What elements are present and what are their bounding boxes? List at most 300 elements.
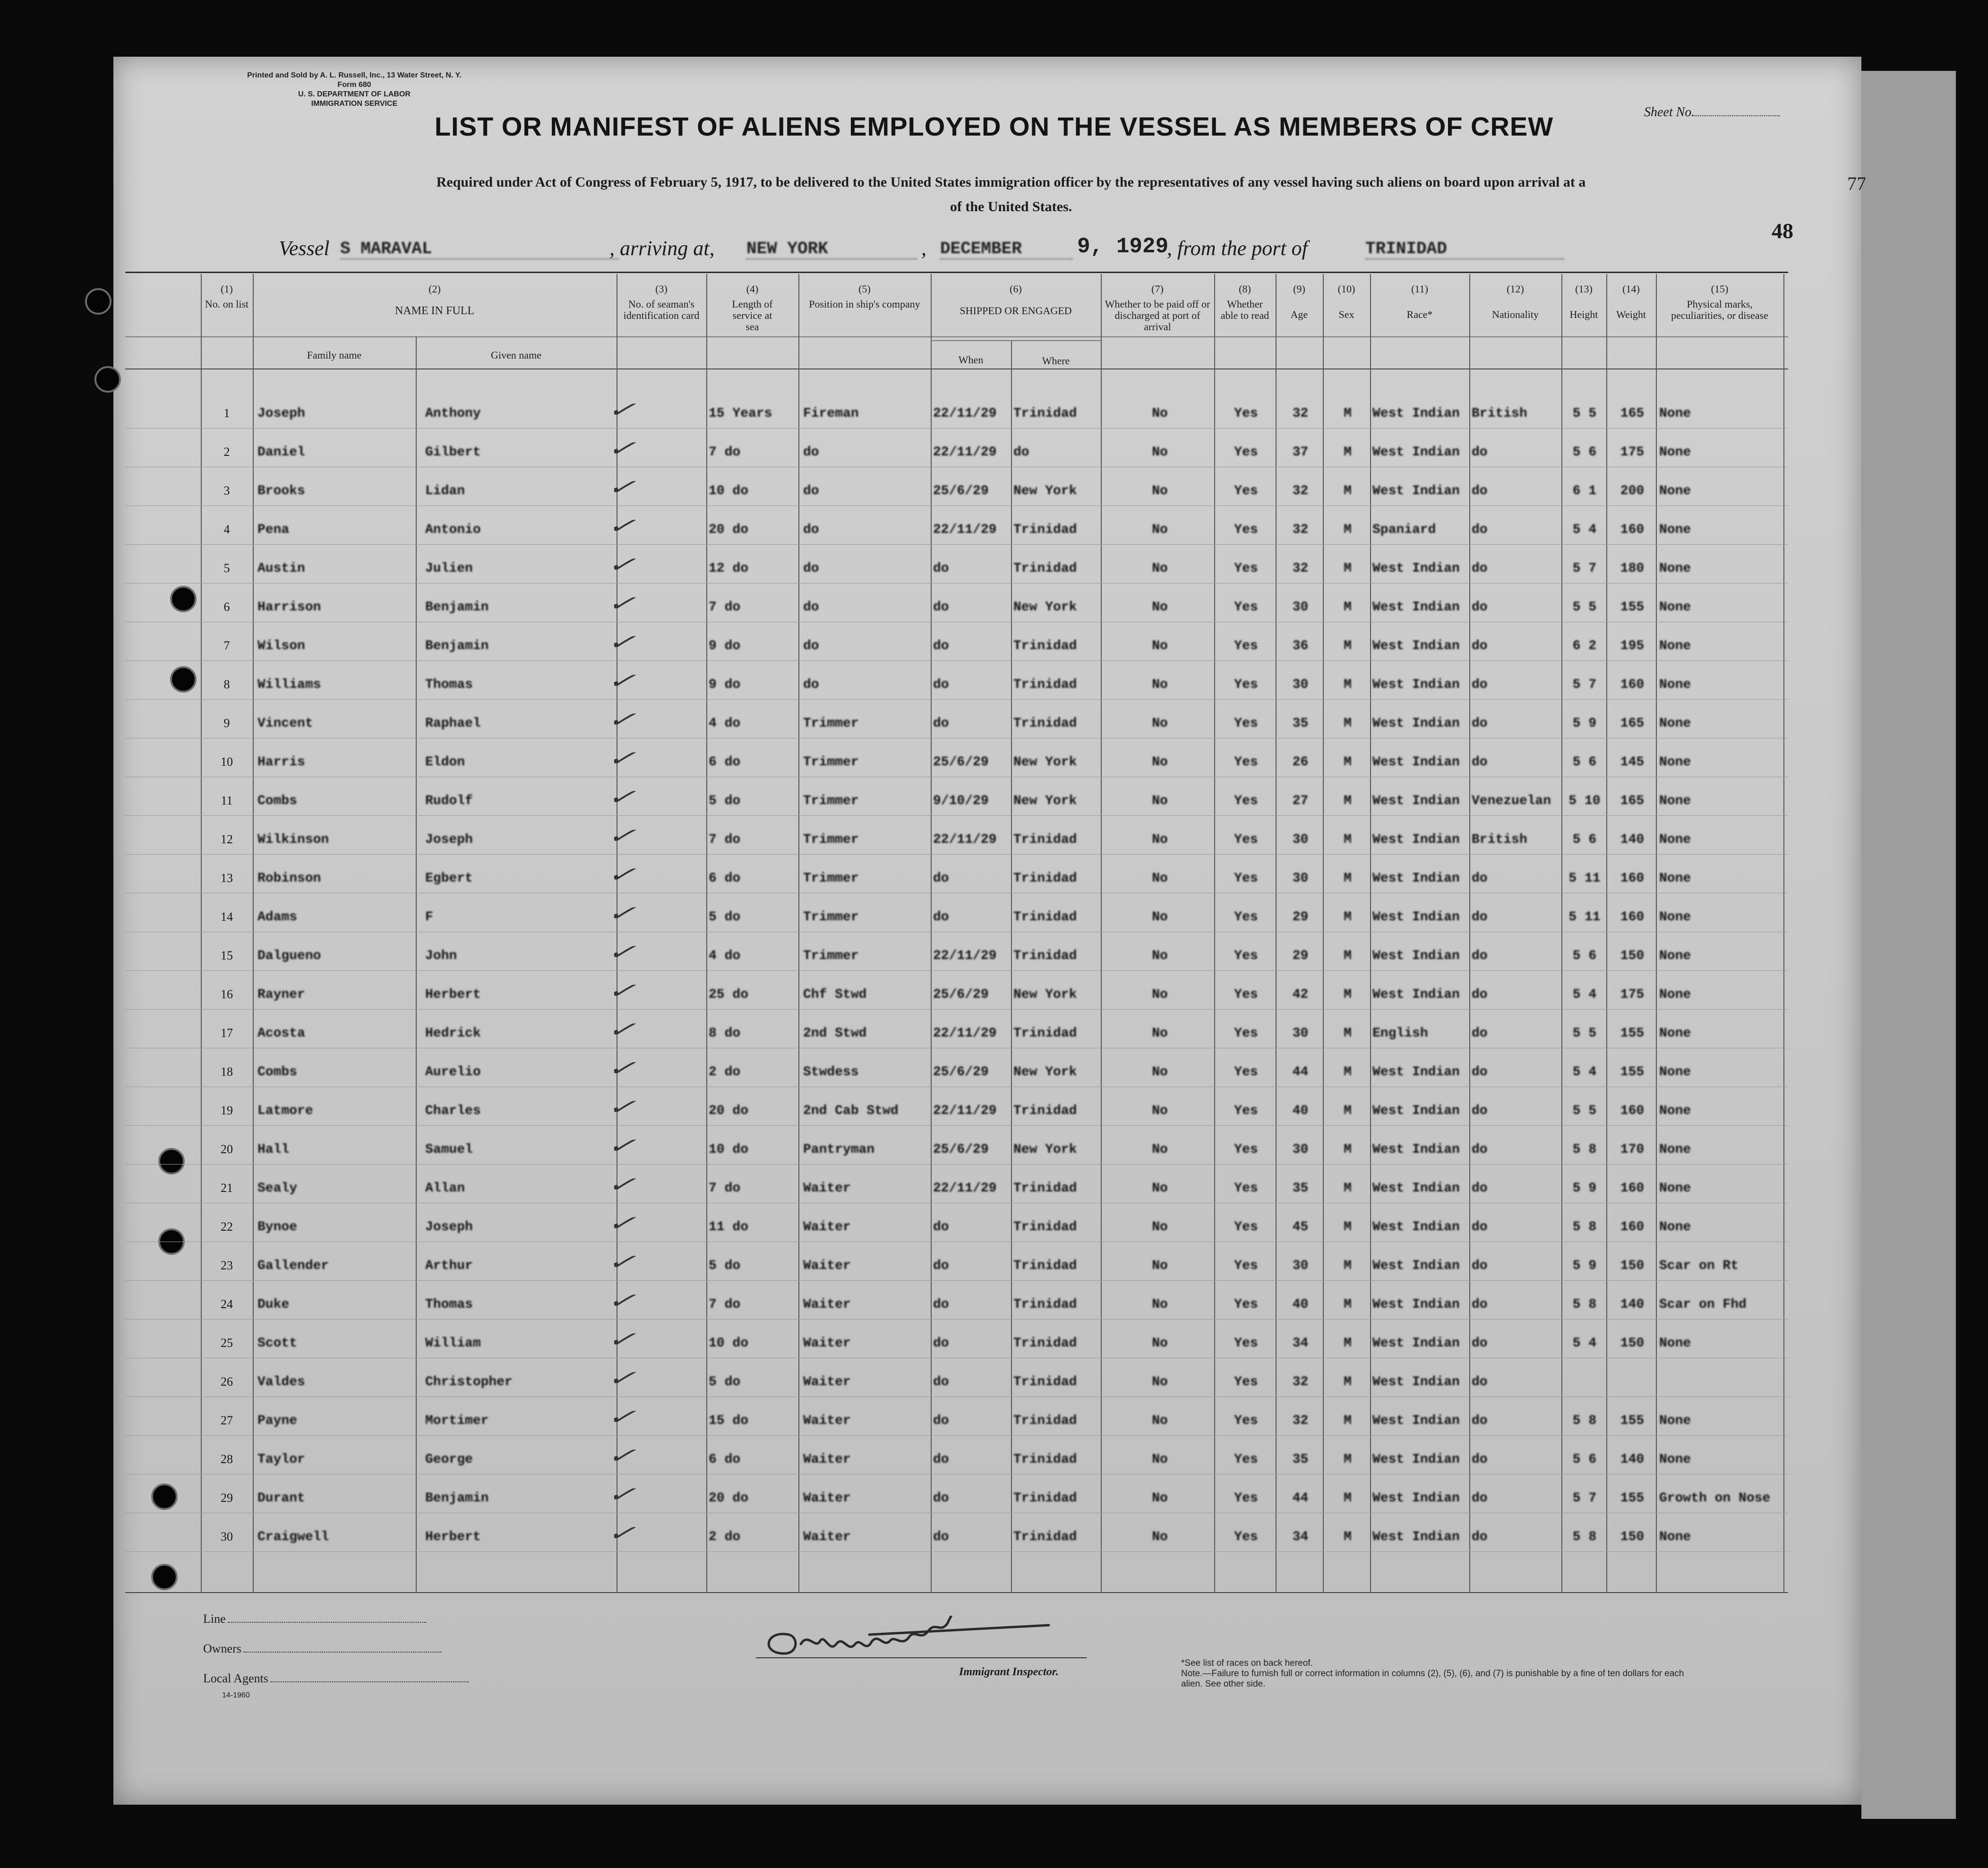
nationality: do bbox=[1472, 1530, 1488, 1544]
row-rule bbox=[125, 1435, 1788, 1436]
position: do bbox=[803, 639, 819, 653]
sex: M bbox=[1344, 949, 1352, 963]
row-number: 5 bbox=[223, 561, 230, 575]
family-name: Brooks bbox=[257, 484, 305, 498]
shipped-when: do bbox=[933, 1414, 949, 1428]
sex: M bbox=[1344, 794, 1352, 808]
race: West Indian bbox=[1372, 832, 1460, 847]
paid-off: No bbox=[1152, 1491, 1168, 1506]
height: 5 5 bbox=[1572, 1026, 1597, 1041]
weight: 165 bbox=[1620, 794, 1645, 808]
given-name: Egbert bbox=[425, 871, 473, 886]
weight: 160 bbox=[1620, 1181, 1645, 1196]
col13-label: Height bbox=[1569, 308, 1598, 320]
nationality: do bbox=[1472, 1065, 1488, 1080]
sex: M bbox=[1344, 1026, 1352, 1041]
height: 5 7 bbox=[1572, 1491, 1597, 1506]
shipped-when: do bbox=[933, 677, 949, 692]
nationality: do bbox=[1472, 1452, 1488, 1467]
penalty-note: Note.—Failure to furnish full or correct information in columns (2), (5), (6), and (7) is punishable by a fine of ten dollars for each alien. See other side. bbox=[1181, 1669, 1684, 1689]
check-mark: ✓ bbox=[604, 591, 645, 616]
position: do bbox=[803, 600, 819, 615]
col-rule bbox=[1561, 274, 1562, 1592]
shipped-when: do bbox=[933, 716, 949, 731]
weight: 195 bbox=[1620, 639, 1645, 653]
position: Trimmer bbox=[803, 716, 859, 731]
check-mark: ✓ bbox=[604, 1095, 645, 1119]
nationality: do bbox=[1472, 1297, 1488, 1312]
age: 35 bbox=[1292, 1452, 1309, 1467]
able-to-read: Yes bbox=[1234, 1336, 1258, 1351]
race: West Indian bbox=[1372, 1297, 1460, 1312]
row-rule bbox=[125, 544, 1788, 545]
given-name: Benjamin bbox=[425, 600, 489, 615]
shipped-where: New York bbox=[1013, 1065, 1077, 1080]
age: 30 bbox=[1292, 1026, 1309, 1041]
height: 5 10 bbox=[1568, 794, 1601, 808]
col1-label: No. on list bbox=[205, 298, 249, 310]
shipped-where: Trinidad bbox=[1013, 910, 1077, 925]
weight: 150 bbox=[1620, 1530, 1645, 1544]
row-rule bbox=[125, 1551, 1788, 1552]
family-name: Daniel bbox=[257, 445, 305, 460]
age: 30 bbox=[1292, 600, 1309, 615]
able-to-read: Yes bbox=[1234, 1181, 1258, 1196]
paid-off: No bbox=[1152, 716, 1168, 731]
shipped-where: Trinidad bbox=[1013, 561, 1077, 576]
age: 32 bbox=[1292, 523, 1309, 537]
row-number: 27 bbox=[221, 1414, 233, 1427]
col-rule bbox=[1606, 274, 1607, 1592]
position: 2nd Cab Stwd bbox=[803, 1104, 899, 1118]
paid-off: No bbox=[1152, 600, 1168, 615]
margin-number: 77 bbox=[1847, 173, 1866, 194]
row-number: 18 bbox=[221, 1065, 233, 1079]
row-number: 14 bbox=[221, 910, 233, 924]
paid-off: No bbox=[1152, 832, 1168, 847]
given-name: Herbert bbox=[425, 1530, 481, 1544]
paid-off: No bbox=[1152, 755, 1168, 770]
inspector-signature bbox=[756, 1616, 1134, 1663]
sex: M bbox=[1344, 987, 1352, 1002]
col4-label: Length of service at sea bbox=[732, 298, 773, 333]
sex: M bbox=[1344, 1181, 1352, 1196]
col-rule bbox=[1276, 274, 1277, 1592]
shipped-where: Trinidad bbox=[1013, 832, 1077, 847]
col-rule bbox=[1101, 274, 1102, 1592]
sex: M bbox=[1344, 406, 1352, 421]
height: 5 9 bbox=[1572, 716, 1597, 731]
line-field bbox=[203, 1612, 426, 1626]
paid-off: No bbox=[1152, 406, 1168, 421]
paid-off: No bbox=[1152, 1259, 1168, 1273]
able-to-read: Yes bbox=[1234, 987, 1258, 1002]
given-name: Herbert bbox=[425, 987, 481, 1002]
nationality: do bbox=[1472, 1220, 1488, 1234]
family-name: Robinson bbox=[257, 871, 321, 886]
height: 5 6 bbox=[1572, 1452, 1597, 1467]
col14-header bbox=[1606, 283, 1656, 320]
document-title: LIST OR MANIFEST OF ALIENS EMPLOYED ON THE VESSEL AS MEMBERS OF CREW bbox=[434, 111, 1554, 141]
weight: 165 bbox=[1620, 406, 1645, 421]
given-name: Lidan bbox=[425, 484, 465, 498]
shipped-where: Trinidad bbox=[1013, 523, 1077, 537]
shipped-where: Trinidad bbox=[1013, 1414, 1077, 1428]
shipped-when: do bbox=[933, 561, 949, 576]
given-name: William bbox=[425, 1336, 481, 1351]
weight: 160 bbox=[1620, 523, 1645, 537]
paid-off: No bbox=[1152, 484, 1168, 498]
col-rule bbox=[1214, 274, 1215, 1592]
service-length: 15 do bbox=[709, 1414, 749, 1428]
given-name: Rudolf bbox=[425, 794, 473, 808]
col4-number: (4) bbox=[746, 283, 759, 295]
service-length: 25 do bbox=[709, 987, 749, 1002]
age: 32 bbox=[1292, 406, 1309, 421]
weight: 140 bbox=[1620, 1297, 1645, 1312]
given-name: George bbox=[425, 1452, 473, 1467]
col-rule bbox=[1469, 274, 1470, 1592]
nationality: do bbox=[1472, 600, 1488, 615]
row-number: 19 bbox=[221, 1104, 233, 1117]
service-length: 7 do bbox=[709, 1297, 741, 1312]
weight: 180 bbox=[1620, 561, 1645, 576]
given-name: Samuel bbox=[425, 1142, 473, 1157]
sex: M bbox=[1344, 445, 1352, 460]
family-name: Wilkinson bbox=[257, 832, 329, 847]
able-to-read: Yes bbox=[1234, 561, 1258, 576]
nationality: do bbox=[1472, 1259, 1488, 1273]
family-name: Rayner bbox=[257, 987, 305, 1002]
service-length: 5 do bbox=[709, 910, 741, 925]
check-mark: ✓ bbox=[604, 553, 645, 577]
able-to-read: Yes bbox=[1234, 1375, 1258, 1389]
race: West Indian bbox=[1372, 1104, 1460, 1118]
given-name: Anthony bbox=[425, 406, 481, 421]
age: 30 bbox=[1292, 1259, 1309, 1273]
sex: M bbox=[1344, 639, 1352, 653]
service-length: 6 do bbox=[709, 1452, 741, 1467]
check-mark: ✓ bbox=[604, 708, 645, 732]
row-rule bbox=[125, 1009, 1788, 1010]
nationality: do bbox=[1472, 523, 1488, 537]
able-to-read: Yes bbox=[1234, 1259, 1258, 1273]
check-mark: ✓ bbox=[604, 1134, 645, 1158]
shipped-where: New York bbox=[1013, 600, 1077, 615]
col8-label: Whether able to read bbox=[1220, 298, 1269, 321]
row-number: 11 bbox=[221, 794, 233, 807]
row-number: 10 bbox=[221, 755, 233, 769]
race: West Indian bbox=[1372, 987, 1460, 1002]
paid-off: No bbox=[1152, 1452, 1168, 1467]
row-number: 30 bbox=[221, 1530, 233, 1543]
race: West Indian bbox=[1372, 1375, 1460, 1389]
able-to-read: Yes bbox=[1234, 1491, 1258, 1506]
able-to-read: Yes bbox=[1234, 832, 1258, 847]
row-rule bbox=[125, 660, 1788, 661]
nationality: British bbox=[1472, 832, 1527, 847]
shipped-when: do bbox=[933, 1452, 949, 1467]
shipped-where: Trinidad bbox=[1013, 1104, 1077, 1118]
check-mark: ✓ bbox=[604, 630, 645, 654]
able-to-read: Yes bbox=[1234, 1220, 1258, 1234]
shipped-when: 25/6/29 bbox=[933, 484, 989, 498]
shipped-when: do bbox=[933, 1297, 949, 1312]
age: 30 bbox=[1292, 832, 1309, 847]
col12-header bbox=[1469, 283, 1561, 320]
race: West Indian bbox=[1372, 639, 1460, 653]
position: do bbox=[803, 677, 819, 692]
height: 5 8 bbox=[1572, 1530, 1597, 1544]
nationality: do bbox=[1472, 949, 1488, 963]
row-number: 12 bbox=[221, 832, 233, 846]
family-name: Hall bbox=[257, 1142, 290, 1157]
age: 32 bbox=[1292, 484, 1309, 498]
weight: 155 bbox=[1620, 1065, 1645, 1080]
age: 36 bbox=[1292, 639, 1309, 653]
physical-marks: None bbox=[1659, 1104, 1691, 1118]
row-number: 9 bbox=[223, 716, 230, 730]
check-mark: ✓ bbox=[604, 785, 645, 809]
nationality: do bbox=[1472, 484, 1488, 498]
given-name: Eldon bbox=[425, 755, 465, 770]
age: 26 bbox=[1292, 755, 1309, 770]
able-to-read: Yes bbox=[1234, 1452, 1258, 1467]
physical-marks: None bbox=[1659, 987, 1691, 1002]
sex: M bbox=[1344, 1065, 1352, 1080]
family-name: Combs bbox=[257, 794, 298, 808]
family-name: Gallender bbox=[257, 1259, 329, 1273]
position: Waiter bbox=[803, 1336, 851, 1351]
position: do bbox=[803, 445, 819, 460]
given-name: Benjamin bbox=[425, 639, 489, 653]
check-mark: ✓ bbox=[604, 1056, 645, 1080]
col13-number: (13) bbox=[1575, 283, 1593, 295]
col11-number: (11) bbox=[1411, 283, 1428, 295]
age: 30 bbox=[1292, 1142, 1309, 1157]
nationality: do bbox=[1472, 1104, 1488, 1118]
age: 40 bbox=[1292, 1104, 1309, 1118]
height: 5 7 bbox=[1572, 677, 1597, 692]
physical-marks: Scar on Fhd bbox=[1659, 1297, 1747, 1312]
shipped-where: Trinidad bbox=[1013, 1491, 1077, 1506]
service-length: 10 do bbox=[709, 484, 749, 498]
col9-label: Age bbox=[1290, 308, 1308, 320]
paid-off: No bbox=[1152, 1336, 1168, 1351]
height: 5 5 bbox=[1572, 600, 1597, 615]
physical-marks: Scar on Rt bbox=[1659, 1259, 1739, 1273]
age: 34 bbox=[1292, 1530, 1309, 1544]
col5-number: (5) bbox=[858, 283, 871, 295]
age: 40 bbox=[1292, 1297, 1309, 1312]
height: 5 4 bbox=[1572, 987, 1597, 1002]
service-length: 5 do bbox=[709, 794, 741, 808]
row-number: 22 bbox=[221, 1220, 233, 1234]
weight: 160 bbox=[1620, 677, 1645, 692]
paid-off: No bbox=[1152, 1026, 1168, 1041]
given-name: Raphael bbox=[425, 716, 481, 731]
sex: M bbox=[1344, 1375, 1352, 1389]
service-length: 4 do bbox=[709, 716, 741, 731]
check-mark: ✓ bbox=[604, 863, 645, 887]
col7-number: (7) bbox=[1151, 283, 1164, 295]
family-name: Vincent bbox=[257, 716, 313, 731]
col7-header bbox=[1101, 283, 1214, 333]
given-name: Thomas bbox=[425, 1297, 473, 1312]
paid-off: No bbox=[1152, 1065, 1168, 1080]
age: 35 bbox=[1292, 716, 1309, 731]
able-to-read: Yes bbox=[1234, 1104, 1258, 1118]
weight: 150 bbox=[1620, 1336, 1645, 1351]
family-name: Williams bbox=[257, 677, 321, 692]
able-to-read: Yes bbox=[1234, 871, 1258, 886]
family-name: Combs bbox=[257, 1065, 298, 1080]
col14-label: Weight bbox=[1616, 308, 1646, 320]
physical-marks: None bbox=[1659, 1530, 1691, 1544]
physical-marks: None bbox=[1659, 1142, 1691, 1157]
col11-header bbox=[1370, 283, 1469, 320]
paid-off: No bbox=[1152, 1375, 1168, 1389]
service-length: 4 do bbox=[709, 949, 741, 963]
given-name: Julien bbox=[425, 561, 473, 576]
weight: 175 bbox=[1620, 445, 1645, 460]
position: Trimmer bbox=[803, 910, 859, 925]
age: 32 bbox=[1292, 1375, 1309, 1389]
arrival-date-printed: DECEMBER bbox=[940, 239, 1072, 259]
height: 5 9 bbox=[1572, 1181, 1597, 1196]
able-to-read: Yes bbox=[1234, 1297, 1258, 1312]
col14-number: (14) bbox=[1622, 283, 1640, 295]
shipped-when: 25/6/29 bbox=[933, 1065, 989, 1080]
inspector-signature-line bbox=[756, 1657, 1087, 1658]
weight: 155 bbox=[1620, 1026, 1645, 1041]
service-length: 20 do bbox=[709, 1491, 749, 1506]
family-name: Acosta bbox=[257, 1026, 305, 1041]
physical-marks: None bbox=[1659, 949, 1691, 963]
col-rule bbox=[1656, 274, 1657, 1592]
race: West Indian bbox=[1372, 1530, 1460, 1544]
check-mark: ✓ bbox=[604, 1521, 645, 1545]
col9-number: (9) bbox=[1293, 283, 1305, 295]
local-agents-field bbox=[203, 1671, 469, 1686]
nationality: do bbox=[1472, 561, 1488, 576]
sex: M bbox=[1344, 523, 1352, 537]
physical-marks: None bbox=[1659, 677, 1691, 692]
position: Waiter bbox=[803, 1414, 851, 1428]
weight: 150 bbox=[1620, 949, 1645, 963]
race: West Indian bbox=[1372, 949, 1460, 963]
race: West Indian bbox=[1372, 1259, 1460, 1273]
shipped-when: 22/11/29 bbox=[933, 406, 997, 421]
row-number: 6 bbox=[223, 600, 230, 614]
shipped-when: do bbox=[933, 910, 949, 925]
race: West Indian bbox=[1372, 445, 1460, 460]
owners-label: Owners bbox=[203, 1642, 241, 1655]
row-number: 26 bbox=[221, 1375, 233, 1388]
shipped-where: Trinidad bbox=[1013, 1297, 1077, 1312]
shipped-when: 25/6/29 bbox=[933, 987, 989, 1002]
nationality: do bbox=[1472, 910, 1488, 925]
height: 5 6 bbox=[1572, 445, 1597, 460]
position: Waiter bbox=[803, 1530, 851, 1544]
able-to-read: Yes bbox=[1234, 445, 1258, 460]
race: West Indian bbox=[1372, 910, 1460, 925]
col-rule bbox=[253, 274, 254, 1592]
punch-hole bbox=[85, 288, 111, 315]
paid-off: No bbox=[1152, 1142, 1168, 1157]
service-length: 9 do bbox=[709, 639, 741, 653]
paid-off: No bbox=[1152, 1297, 1168, 1312]
col-rule bbox=[1011, 340, 1012, 1592]
shipped-when: 22/11/29 bbox=[933, 1181, 997, 1196]
col10-label: Sex bbox=[1338, 308, 1354, 320]
paid-off: No bbox=[1152, 949, 1168, 963]
weight: 160 bbox=[1620, 1104, 1645, 1118]
weight: 145 bbox=[1620, 755, 1645, 770]
shipped-where: Trinidad bbox=[1013, 406, 1077, 421]
position: Trimmer bbox=[803, 794, 859, 808]
shipped-where: Trinidad bbox=[1013, 1181, 1077, 1196]
age: 30 bbox=[1292, 677, 1309, 692]
check-mark: ✓ bbox=[604, 1328, 645, 1352]
check-mark: ✓ bbox=[604, 1173, 645, 1197]
physical-marks: None bbox=[1659, 523, 1691, 537]
height: 5 11 bbox=[1568, 871, 1601, 886]
able-to-read: Yes bbox=[1234, 677, 1258, 692]
race: West Indian bbox=[1372, 1065, 1460, 1080]
family-name: Bynoe bbox=[257, 1220, 298, 1234]
service-length: 7 do bbox=[709, 1181, 741, 1196]
shipped-when: 22/11/29 bbox=[933, 832, 997, 847]
paid-off: No bbox=[1152, 1181, 1168, 1196]
race: West Indian bbox=[1372, 677, 1460, 692]
paid-off: No bbox=[1152, 794, 1168, 808]
row-number: 8 bbox=[223, 677, 230, 691]
shipped-when: 22/11/29 bbox=[933, 523, 997, 537]
service-length: 7 do bbox=[709, 832, 741, 847]
row-number: 4 bbox=[223, 523, 230, 536]
shipped-where: Trinidad bbox=[1013, 1336, 1077, 1351]
weight: 160 bbox=[1620, 1220, 1645, 1234]
row-number: 23 bbox=[221, 1259, 233, 1272]
col-rule bbox=[931, 274, 932, 1592]
service-length: 5 do bbox=[709, 1259, 741, 1273]
shipped-when: 9/10/29 bbox=[933, 794, 989, 808]
height: 5 11 bbox=[1568, 910, 1601, 925]
paid-off: No bbox=[1152, 445, 1168, 460]
nationality: do bbox=[1472, 639, 1488, 653]
service-length: 10 do bbox=[709, 1142, 749, 1157]
position: Trimmer bbox=[803, 871, 859, 886]
physical-marks: None bbox=[1659, 1414, 1691, 1428]
shipped-where: do bbox=[1013, 445, 1029, 460]
printer-line: Printed and Sold by A. L. Russell, Inc., 13 Water Street, N. Y. bbox=[247, 71, 462, 79]
height: 5 8 bbox=[1572, 1142, 1597, 1157]
service-length: 9 do bbox=[709, 677, 741, 692]
weight: 155 bbox=[1620, 1414, 1645, 1428]
physical-marks: None bbox=[1659, 600, 1691, 615]
nationality: Venezuelan bbox=[1472, 794, 1551, 808]
check-mark: ✓ bbox=[604, 824, 645, 848]
nationality: do bbox=[1472, 677, 1488, 692]
col1-number: (1) bbox=[221, 283, 233, 295]
weight: 140 bbox=[1620, 1452, 1645, 1467]
sex: M bbox=[1344, 832, 1352, 847]
shipped-where: Trinidad bbox=[1013, 949, 1077, 963]
shipped-where: Trinidad bbox=[1013, 871, 1077, 886]
from-label: , from the port of bbox=[1167, 237, 1308, 260]
col12-label: Nationality bbox=[1492, 308, 1539, 320]
